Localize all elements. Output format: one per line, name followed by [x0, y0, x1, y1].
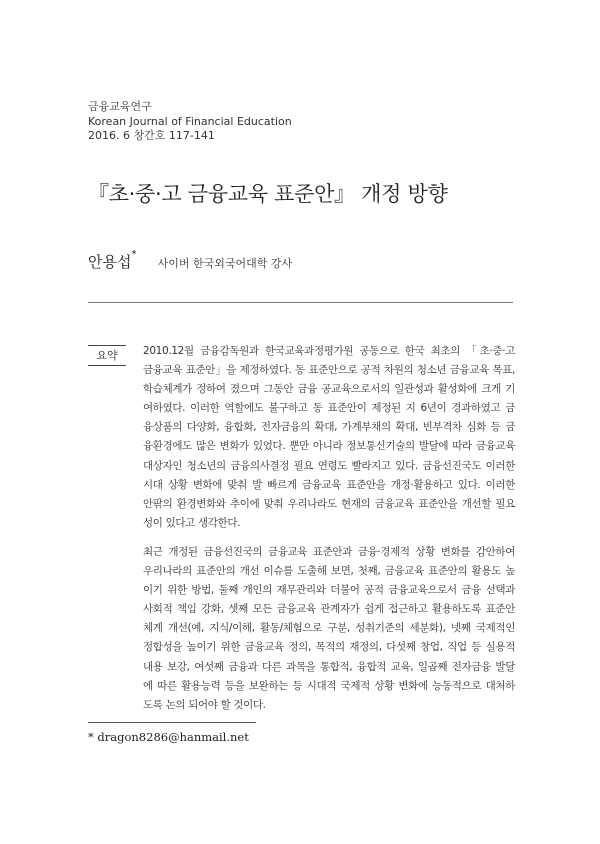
author-name: 안용섭 — [88, 253, 132, 271]
footnote-divider — [88, 722, 256, 723]
abstract-line: 학습체계가 정하여 졌으며 그동안 금융 공교육으로서의 일관성과 활성화에 크게 기 — [143, 383, 515, 396]
abstract-line: 금융교육 표준안」을 제정하였다. 동 표준안으로 공적 차원의 청소년 금융교육 목표, — [143, 364, 515, 377]
abstract-line: 내용 보강, 여섯째 금융과 다른 과목을 통합적, 융합적 교육, 일곱째 전자금융 발달 — [143, 660, 515, 673]
abstract-line: 2010.12월 금융감독원과 한국교육과정평가원 공동으로 한국 최초의 「초·중·고 — [143, 345, 515, 357]
abstract-line: 융상품의 다양화, 융합화, 전자금융의 확대, 가계부채의 확대, 빈부격차 심화 등 금 — [143, 421, 515, 434]
abstract-line: 체계 개선(예, 지식/이해, 활동/체험으로 구분, 성취기준의 세분화), 넷째 국제적인 — [143, 622, 515, 635]
journal-name-ko: 금융교육연구 — [88, 100, 152, 113]
abstract-line: 안팎의 환경변화와 추이에 맞춰 우리나라도 현재의 금융교육 표준안을 개선할 필요 — [143, 497, 515, 510]
abstract-line: 정합성을 높이기 위한 금융교육 정의, 목적의 재정의, 다섯째 창업, 직업 등 실용적 — [143, 641, 515, 654]
abstract-line: 최근 개정된 금융선진국의 금융교육 표준안과 금융·경제적 상황 변화를 감안하여 — [143, 545, 515, 558]
abstract-line: 여하였다. 이러한 역할에도 불구하고 동 표준안이 제정된 지 6년이 경과하였고 금 — [143, 402, 515, 415]
abstract-line: 시대 상황 변화에 맞춰 발 빠르게 금융교육 표준안을 개정·활용하고 있다. 이러한 — [143, 478, 515, 491]
abstract-line: 이기 위한 방법, 둘째 개인의 재무관리와 더불어 공적 금융교육으로서 금융 선택과 — [143, 584, 515, 597]
journal-header — [88, 100, 292, 144]
footnote-email: * dragon8286@hanmail.net — [88, 730, 249, 744]
header-divider — [88, 302, 513, 303]
abstract-line: 융환경에도 많은 변화가 있었다. 뿐만 아니라 정보통신기술의 발달에 따라 금융교육 — [143, 440, 515, 453]
abstract-line: 에 따른 활용능력 등을 보완하는 등 시대적 국제적 상황 변화에 능동적으로 대처하 — [143, 679, 515, 692]
abstract-line: 대상자인 청소년의 금융의사결정 필요 연령도 빨라지고 있다. 금융선진국도 이러한 — [143, 459, 515, 472]
author-affiliation: 사이버 한국외국어대학 강사 — [157, 257, 293, 270]
abstract-label: 요약 — [88, 345, 126, 366]
paper-title: 『초·중·고 금융교육 표준안』 개정 방향 — [88, 182, 448, 206]
abstract-line: 사회적 책임 강화, 셋째 모든 금융교육 관계자가 쉽게 접근하고 활용하도록 표준안 — [143, 603, 515, 616]
abstract-line: 우리나라의 표준안의 개선 이슈를 도출해 보면, 첫째, 금융교육 표준안의 활용도 높 — [143, 565, 515, 578]
journal-issue: 2016. 6 창간호 117-141 — [88, 129, 215, 142]
author-line — [88, 251, 292, 272]
journal-name-en: Korean Journal of Financial Education — [88, 114, 292, 128]
abstract-paragraph-2 — [143, 543, 515, 715]
abstract-line: 성이 있다고 생각한다. — [143, 516, 241, 529]
author-footnote-mark: * — [131, 249, 137, 260]
abstract-line: 도록 논의 되어야 할 것이다. — [143, 698, 266, 711]
abstract-body — [143, 342, 515, 715]
abstract-paragraph-1 — [143, 342, 515, 533]
